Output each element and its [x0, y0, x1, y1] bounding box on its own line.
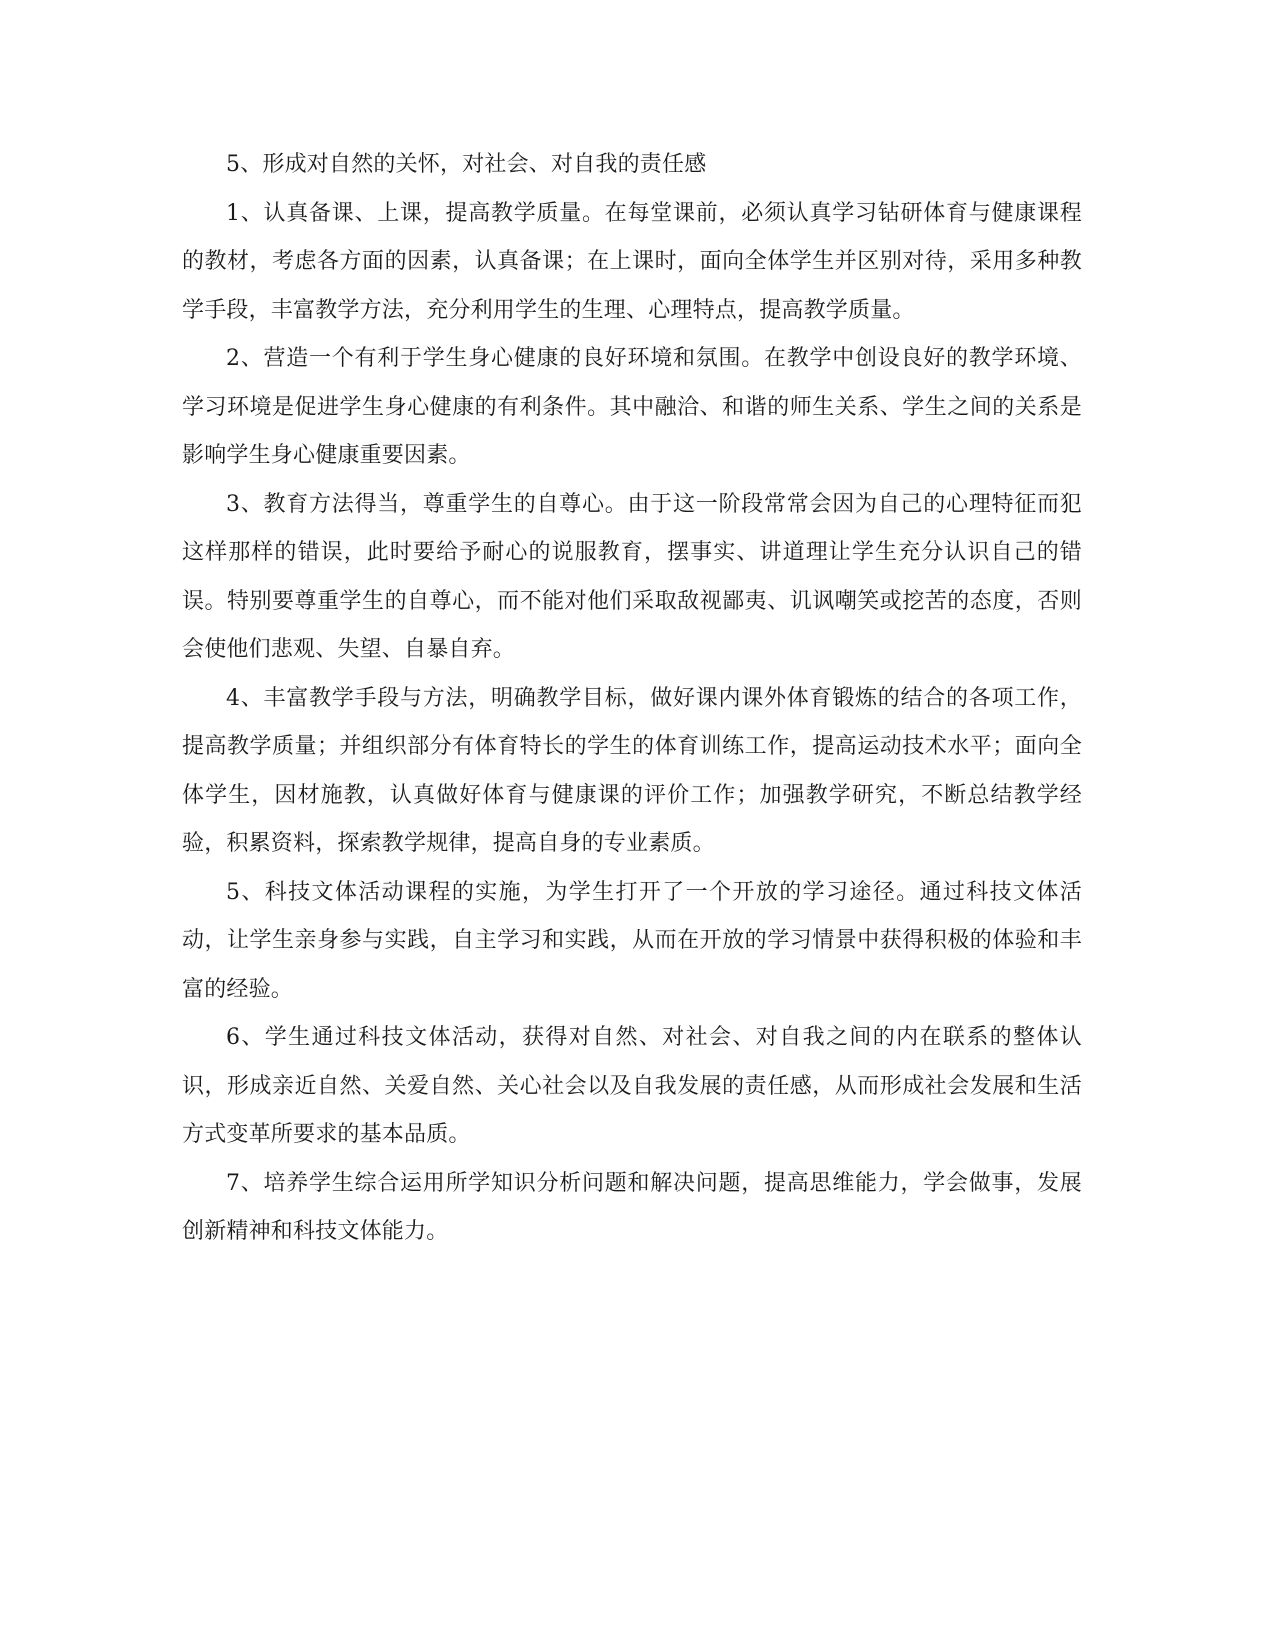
paragraph-goal-5: 5、形成对自然的关怀，对社会、对自我的责任感: [226, 152, 707, 177]
paragraph-item-6: 6、学生通过科技文体活动，获得对自然、对社会、对自我之间的内在联系的整体认识，形成亲近自然、关爱自然、关心社会以及自我发展的责任感，从而形成社会发展和生活方式变革所要求的基本品质。: [182, 1025, 1082, 1147]
paragraph-item-1: 1、认真备课、上课，提高教学质量。在每堂课前，必须认真学习钻研体育与健康课程的教材，考虑各方面的因素，认真备课；在上课时，面向全体学生并区别对待，采用多种教学手段，丰富教学方法，充分利用学生的生理、心理特点，提高教学质量。: [182, 200, 1082, 323]
paragraph-item-4: 4、丰富教学手段与方法，明确教学目标，做好课内课外体育锻炼的结合的各项工作，提高教学质量；并组织部分有体育特长的学生的体育训练工作，提高运动技术水平；面向全体学生，因材施教，认真做好体育与健康课的评价工作；加强教学研究，不断总结教学经验，积累资料，探索教学规律，提高自身的专业素质。: [182, 685, 1082, 856]
paragraph-item-2: 2、营造一个有利于学生身心健康的良好环境和氛围。在教学中创设良好的教学环境、学习环境是促进学生身心健康的有利条件。其中融洽、和谐的师生关系、学生之间的关系是影响学生身心健康重要因素。: [182, 346, 1082, 468]
document-body: [182, 141, 1082, 1257]
paragraph-item-7: 7、培养学生综合运用所学知识分析问题和解决问题，提高思维能力，学会做事，发展创新精神和科技文体能力。: [182, 1170, 1082, 1244]
paragraph-item-5: 5、科技文体活动课程的实施，为学生打开了一个开放的学习途径。通过科技文体活动，让学生亲身参与实践，自主学习和实践，从而在开放的学习情景中获得积极的体验和丰富的经验。: [182, 879, 1082, 1002]
paragraph-item-3: 3、教育方法得当，尊重学生的自尊心。由于这一阶段常常会因为自己的心理特征而犯这样那样的错误，此时要给予耐心的说服教育，摆事实、讲道理让学生充分认识自己的错误。特别要尊重学生的自尊心，而不能对他们采取敌视鄙夷、讥讽嘲笑或挖苦的态度，否则会使他们悲观、失望、自暴自弃。: [182, 491, 1082, 662]
